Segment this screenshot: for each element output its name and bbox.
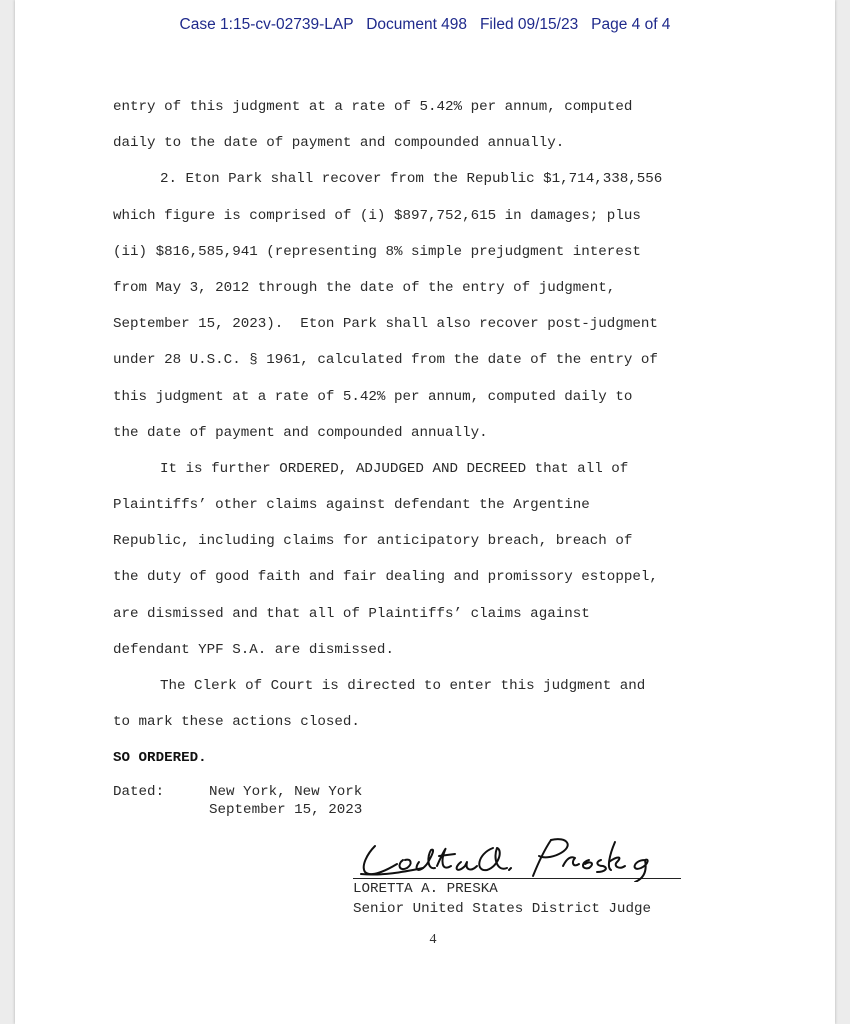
page-indicator: Page 4 of 4: [591, 16, 671, 33]
dated-city: New York, New York: [209, 784, 363, 801]
body-line: are dismissed and that all of Plaintiffs’ claims against: [113, 605, 590, 622]
body-line: The Clerk of Court is directed to enter this judgment and: [160, 678, 646, 694]
body-line: entry of this judgment at a rate of 5.42% per annum, computed: [113, 99, 633, 115]
signature-block: [353, 832, 713, 919]
document-page: [15, 0, 835, 1024]
dated-block: [113, 783, 753, 819]
body-line: (ii) $816,585,941 (representing 8% simple prejudgment interest: [113, 243, 641, 260]
case-number: Case 1:15-cv-02739-LAP: [179, 16, 354, 33]
body-line: September 15, 2023). Eton Park shall also recover post-judgment: [113, 316, 658, 333]
body-line: to mark these actions closed.: [113, 714, 360, 731]
handwritten-signature: [353, 832, 693, 882]
dated-values: [209, 783, 362, 819]
document-number: Document 498: [366, 16, 468, 33]
body-line: from May 3, 2012 through the date of the entry of judgment,: [113, 279, 616, 296]
judgment-body: [113, 96, 753, 819]
body-line: the date of payment and compounded annually.: [113, 424, 488, 441]
body-line: defendant YPF S.A. are dismissed.: [113, 641, 394, 658]
body-line: the duty of good faith and fair dealing and promissory estoppel,: [113, 569, 658, 586]
judge-title: Senior United States District Judge: [353, 901, 651, 917]
body-line: under 28 U.S.C. § 1961, calculated from the date of the entry of: [113, 352, 658, 369]
page-number: 4: [429, 932, 437, 947]
so-ordered: SO ORDERED.: [113, 750, 207, 767]
body-line: daily to the date of payment and compounded annually.: [113, 135, 565, 152]
body-line: 2. Eton Park shall recover from the Republic $1,714,338,556: [160, 171, 663, 188]
body-line: Republic, including claims for anticipatory breach, breach of: [113, 533, 633, 550]
body-line: It is further ORDERED, ADJUDGED AND DECREED that all of: [160, 460, 629, 477]
ecf-header: [15, 16, 835, 34]
dated-label: Dated:: [113, 784, 165, 801]
judge-name: LORETTA A. PRESKA: [353, 881, 498, 897]
body-line: which figure is comprised of (i) $897,752,615 in damages; plus: [113, 207, 641, 224]
dated-date: September 15, 2023: [209, 802, 363, 819]
body-line: Plaintiffs’ other claims against defendant the Argentine: [113, 497, 590, 514]
body-line: this judgment at a rate of 5.42% per annum, computed daily to: [113, 388, 633, 405]
filed-date: Filed 09/15/23: [479, 16, 579, 33]
